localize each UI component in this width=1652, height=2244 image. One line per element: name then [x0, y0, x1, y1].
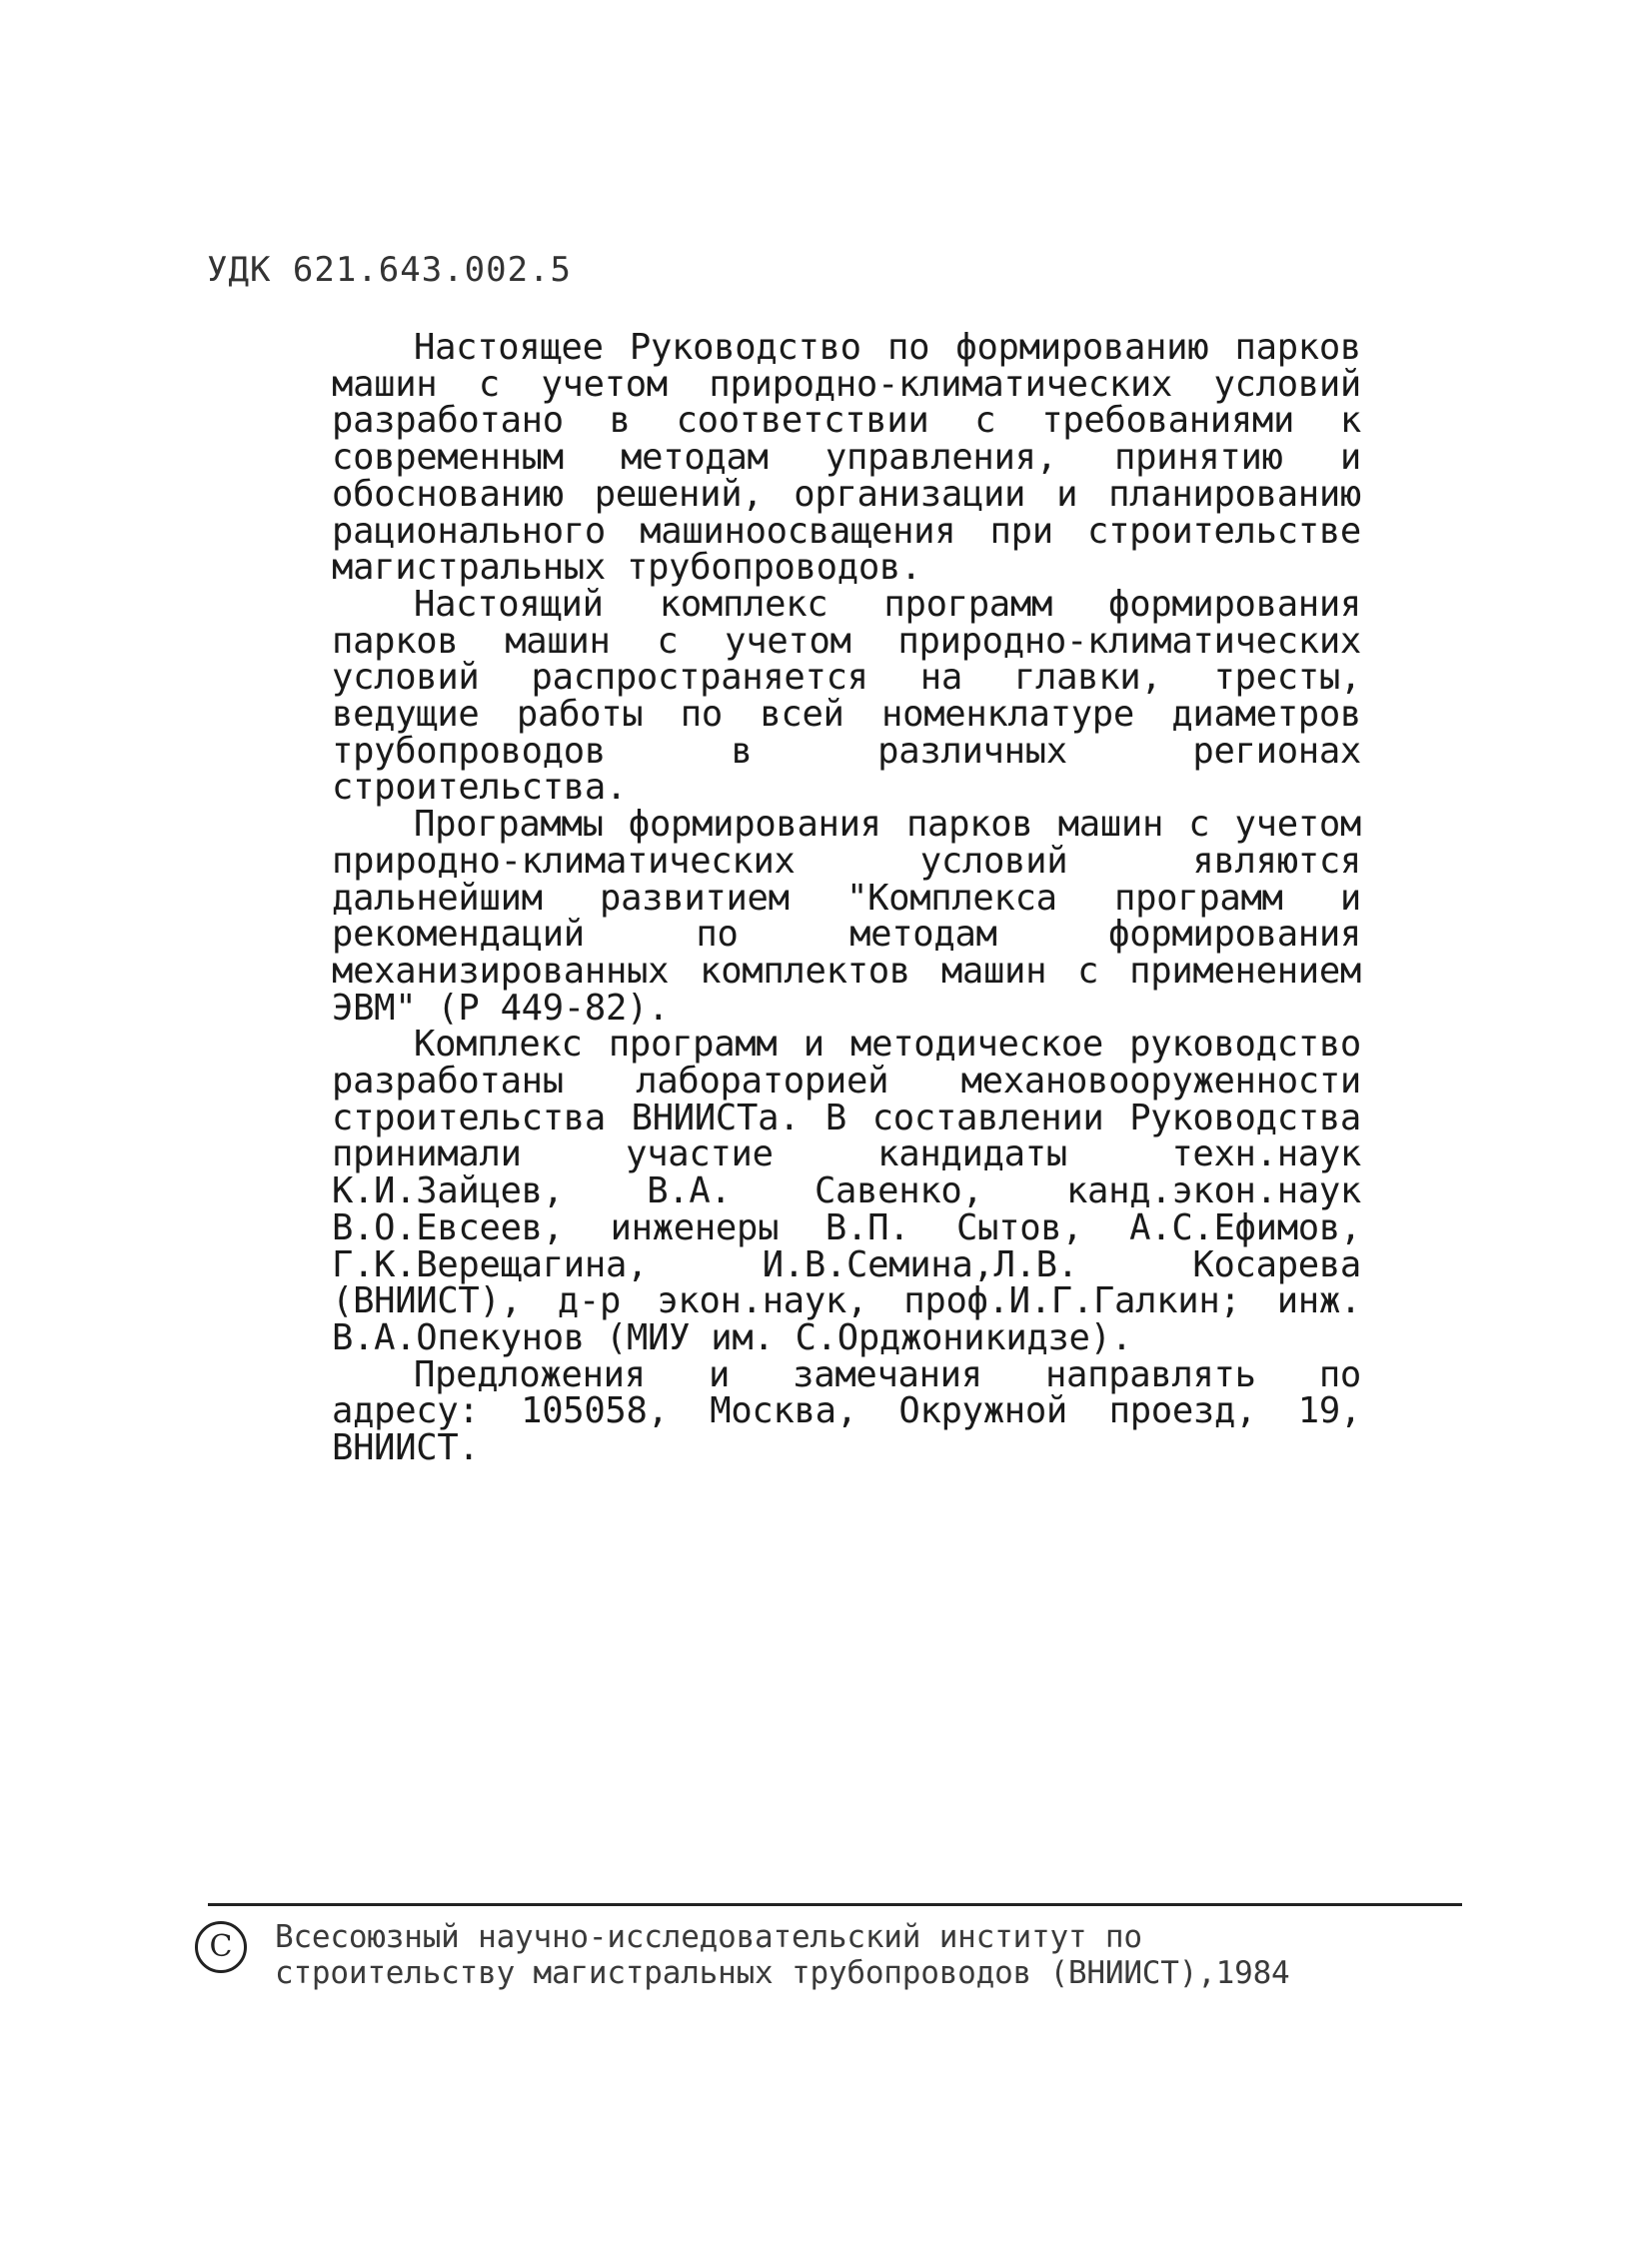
copyright-text [275, 1919, 1494, 1991]
main-text [332, 327, 1361, 1469]
paragraph-scope: Настоящий комплекс программ формирования парков машин с учетом природно-климатических условий распространяется на главки, тресты, ведущие работы по всей номенклатуре диаметров трубопроводов в различных регионах строительства. [332, 583, 1361, 809]
paragraph-address: Предложения и замечания направлять по адресу: 105058, Москва, Окружной проезд, 19, ВНИИСТ. [332, 1353, 1361, 1469]
paragraph-authors: Комплекс программ и методическое руководство разработаны лабораторией механовооруженности строительства ВНИИСТа. В составлении Руководства принимали участие кандидаты техн.наук К.И.Зайцев, В.А. Савенко, канд.экон.наук В.О.Евсеев, инженеры В.П. Сытов, А.С.Ефимов, Г.К.Верещагина, И.В.Семина,Л.В. Косарева (ВНИИСТ), д-р экон.наук, проф.И.Г.Галкин; инж. В.А.Опекунов (МИУ им. С.Орджоникидзе). [332, 1024, 1361, 1358]
copyright-block [195, 1919, 1494, 2009]
udk-code: УДК 621.643.002.5 [207, 250, 572, 290]
copyright-icon: C [195, 1921, 247, 1973]
copyright-line-1: Всесоюзный научно-исследовательский институт по [275, 1919, 1142, 1955]
paragraph-development: Программы формирования парков машин с учетом природно-климатических условий являются дальнейшим развитием "Комплекса программ и рекомендаций по методам формирования механизированных комплектов машин с применением ЭВМ" (Р 449-82). [332, 804, 1361, 1029]
copyright-line-2: строительству магистральных трубопроводов (ВНИИСТ),1984 [275, 1955, 1290, 1991]
paragraph-intro: Настоящее Руководство по формированию парков машин с учетом природно-климатических условий разработано в соответствии с требованиями к современным методам управления, принятию и обоснованию решений, организации и планированию рационального машиноосващения при строительстве магистральных трубопроводов. [332, 327, 1361, 589]
footnote-divider [208, 1903, 1462, 1906]
